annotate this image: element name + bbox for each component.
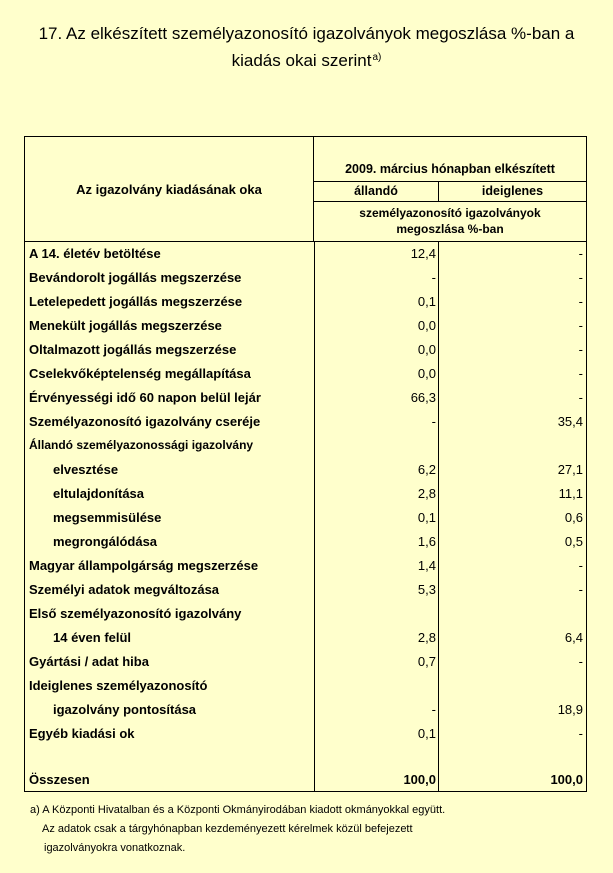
value-permanent: 66,3 [410, 390, 436, 405]
row-label: Letelepedett jogállás megszerzése [29, 294, 243, 309]
unit-line-2: megoszlása %-ban [396, 222, 504, 236]
table-row [25, 481, 586, 505]
table-row [25, 673, 586, 697]
table-row [25, 385, 586, 409]
column-header-permanent: állandó [314, 182, 439, 202]
value-permanent: 0,1 [417, 510, 436, 525]
value-temporary: 11,1 [558, 486, 583, 501]
row-label: Menekült jogállás megszerzése [29, 318, 222, 333]
row-label: Gyártási / adat hiba [29, 654, 149, 669]
value-permanent: 1,6 [417, 534, 436, 549]
period-header: 2009. március hónapban elkészített [314, 137, 586, 182]
row-label: elvesztése [53, 462, 119, 477]
value-permanent: 0,0 [417, 366, 436, 381]
column-header-temporary: ideiglenes [439, 182, 586, 202]
data-table [24, 136, 587, 792]
table-row [25, 457, 586, 481]
table-row [25, 289, 586, 313]
table-row [25, 265, 586, 289]
value-permanent: 0,1 [417, 294, 436, 309]
value-temporary: 27,1 [557, 462, 583, 477]
table-row [25, 505, 586, 529]
value-permanent: 2,8 [417, 486, 436, 501]
row-label-header: Az igazolvány kiadásának oka [25, 137, 314, 241]
value-temporary: 18,9 [557, 702, 583, 717]
value-permanent: 2,8 [417, 630, 436, 645]
value-permanent: - [431, 414, 436, 429]
value-temporary: 0,6 [564, 510, 583, 525]
value-permanent: 12,4 [410, 246, 436, 261]
total-row [25, 767, 586, 791]
value-temporary: 0,5 [564, 534, 583, 549]
table-row [25, 721, 586, 745]
value-temporary: - [578, 558, 583, 573]
total-label: Összesen [29, 772, 90, 787]
value-permanent: 1,4 [417, 558, 436, 573]
value-temporary: 6,4 [564, 630, 583, 645]
row-label: Magyar állampolgárság megszerzése [29, 558, 259, 573]
value-permanent: - [431, 702, 436, 717]
unit-header [314, 202, 586, 241]
row-label: Első személyazonosító igazolvány [29, 606, 242, 621]
table-row [25, 649, 586, 673]
table-row [25, 313, 586, 337]
table-row [25, 433, 586, 457]
row-label: Személyazonosító igazolvány cseréje [29, 414, 261, 429]
value-temporary: - [578, 294, 583, 309]
value-temporary: - [578, 246, 583, 261]
value-permanent: 0,7 [417, 654, 436, 669]
footnote-line-2: Az adatok csak a tárgyhónapban kezdeményezett kérelmek közül befejezett [42, 823, 413, 835]
unit-line-1: személyazonosító igazolványok [359, 206, 541, 220]
table-row [25, 409, 586, 433]
value-temporary: - [578, 654, 583, 669]
row-label: Személyi adatok megváltozása [29, 582, 220, 597]
total-permanent: 100,0 [403, 772, 436, 787]
table-row [25, 601, 586, 625]
row-label: megrongálódása [53, 534, 158, 549]
title-line-1: 17. Az elkészített személyazonosító igazolványok megoszlása %-ban a [38, 24, 575, 43]
value-temporary: 35,4 [557, 414, 583, 429]
title-line-2 [0, 46, 613, 73]
footnote [30, 801, 600, 858]
table-title [0, 22, 613, 73]
value-temporary: - [578, 318, 583, 333]
row-label: megsemmisülése [53, 510, 162, 525]
table-row [25, 577, 586, 601]
value-permanent: 0,1 [417, 726, 436, 741]
row-label: 14 éven felül [53, 630, 132, 645]
row-label: Oltalmazott jogállás megszerzése [29, 342, 237, 357]
value-temporary: - [578, 726, 583, 741]
table-row [25, 697, 586, 721]
row-label: A 14. életév betöltése [29, 246, 161, 261]
value-permanent: - [431, 270, 436, 285]
row-label: eltulajdonítása [53, 486, 145, 501]
table-row [25, 241, 586, 265]
table-row [25, 337, 586, 361]
row-label: Egyéb kiadási ok [29, 726, 135, 741]
value-permanent: 0,0 [417, 318, 436, 333]
row-label: Állandó személyazonossági igazolvány [29, 438, 254, 452]
value-temporary: - [578, 366, 583, 381]
value-permanent: 5,3 [417, 582, 436, 597]
table-row [25, 625, 586, 649]
row-label: Érvényességi idő 60 napon belül lejár [29, 390, 261, 405]
title-line-2-text: kiadás okai szerint [231, 51, 372, 70]
table-row [25, 529, 586, 553]
row-label: igazolvány pontosítása [53, 702, 197, 717]
row-spacer [25, 745, 586, 767]
value-permanent: 0,0 [417, 342, 436, 357]
row-label: Bevándorolt jogállás megszerzése [29, 270, 242, 285]
row-label: Cselekvőképtelenség megállapítása [29, 366, 251, 381]
table-row [25, 361, 586, 385]
table-body [25, 241, 586, 791]
value-temporary: - [578, 390, 583, 405]
row-label: Ideiglenes személyazonosító [29, 678, 208, 693]
value-permanent: 6,2 [417, 462, 436, 477]
footnote-line-1: a) A Központi Hivatalban és a Központi Okmányirodában kiadott okmányokkal együtt. [30, 804, 446, 816]
value-temporary: - [578, 342, 583, 357]
table-row [25, 553, 586, 577]
total-temporary: 100,0 [550, 772, 583, 787]
value-temporary: - [578, 582, 583, 597]
value-temporary: - [578, 270, 583, 285]
title-footnote-mark: a) [372, 52, 382, 63]
footnote-line-3: igazolványokra vonatkoznak. [44, 842, 186, 854]
table-header [25, 137, 586, 242]
